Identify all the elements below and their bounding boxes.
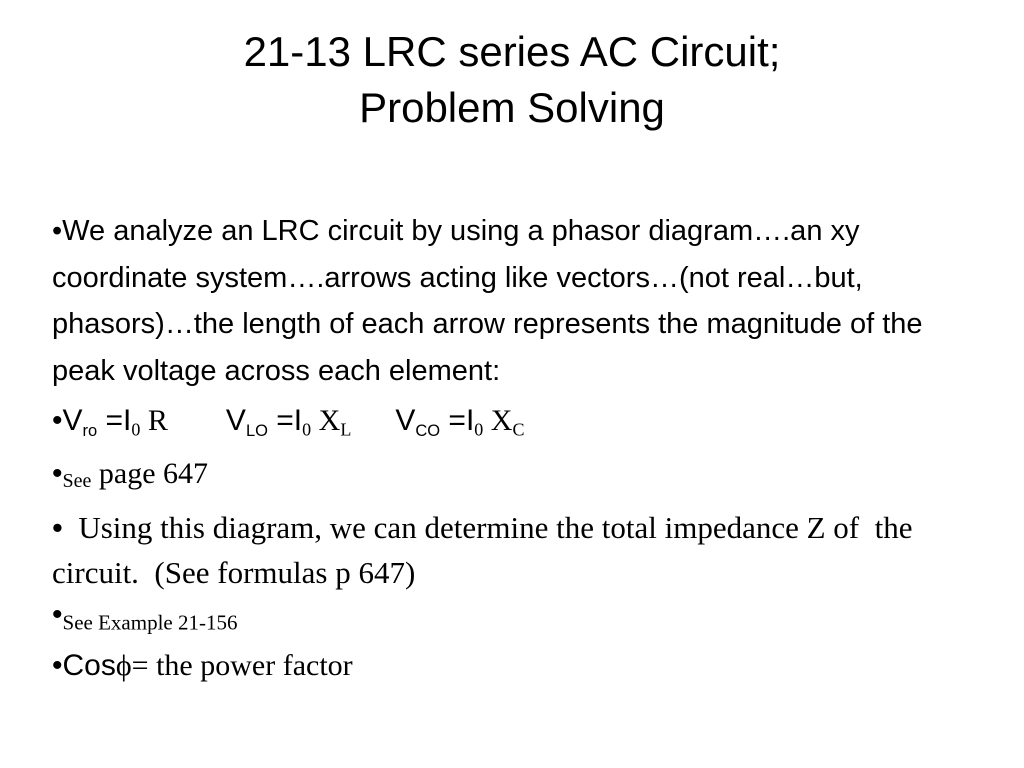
bullet-marker: • (52, 509, 63, 545)
phasor-description-text: We analyze an LRC circuit by using a phasor diagram….an xy coordinate system….arrows acting like vectors…(not real…but, phasors)…the length of each arrow represents the magnitude of the peak voltage across each element: (52, 215, 923, 387)
bullet-marker: • (52, 456, 63, 490)
slide-body (52, 208, 952, 686)
impedance-text: Using this diagram, we can determine the total impedance Z of the circuit. (See formulas p 647) (52, 509, 921, 590)
power-factor-text: = the power factor (131, 649, 353, 683)
formula-vr: $V_{ro} =I0$ R (62, 404, 168, 440)
see-label: See (62, 469, 92, 492)
bullet-marker: • (52, 215, 63, 247)
title-line-2: Problem Solving (359, 84, 665, 131)
title-line-1: 21-13 LRC series AC Circuit; (243, 28, 781, 75)
phi-symbol: ϕ (115, 649, 132, 683)
bullet-voltage-formulas (52, 402, 952, 450)
formula-vl: $V_{LO} =I0$ XL (225, 404, 352, 440)
bullet-see-page (52, 454, 952, 501)
bullet-see-example (52, 597, 952, 640)
page-reference: page 647 (91, 456, 209, 490)
bullet-marker: • (52, 597, 63, 631)
formula-vc: $V_{CO} =I0$ XC (395, 404, 525, 440)
bullet-marker: • (52, 649, 63, 683)
example-reference: See Example 21-156 (62, 610, 238, 635)
bullet-impedance (52, 505, 952, 595)
bullet-phasor-description (52, 208, 952, 394)
bullet-marker: • (52, 404, 63, 437)
cos-label: Cos (62, 649, 116, 683)
slide-title (0, 24, 1024, 136)
bullet-power-factor (52, 646, 952, 686)
